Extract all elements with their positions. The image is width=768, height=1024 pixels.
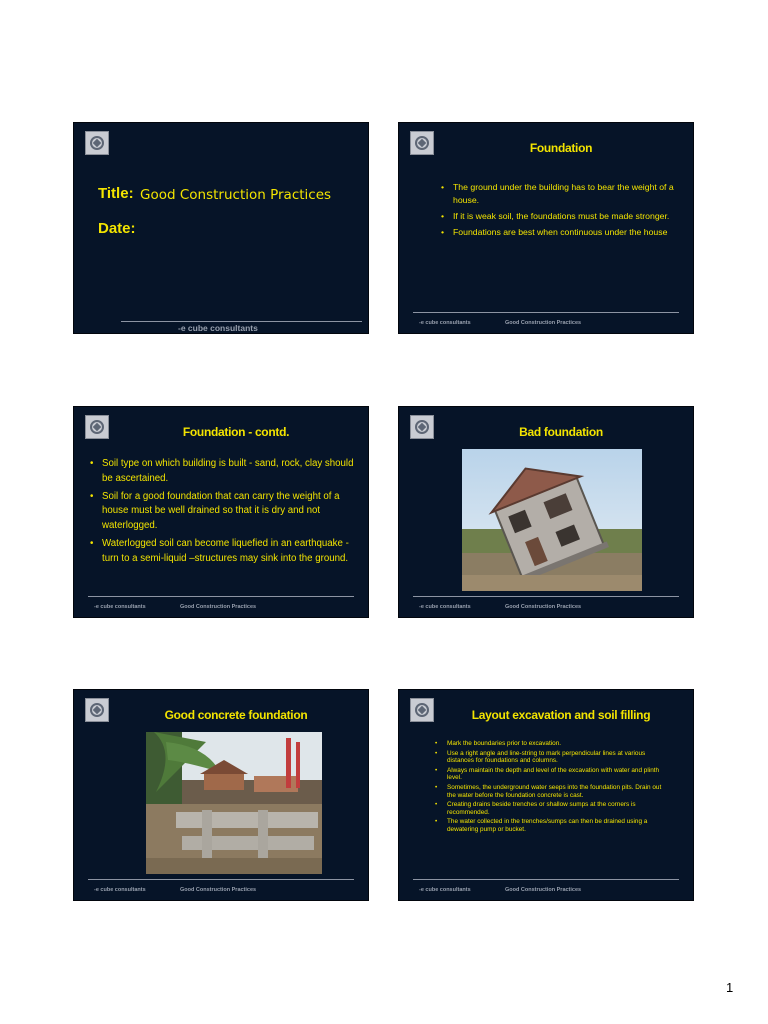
title-label: Title:: [98, 185, 134, 202]
ecube-logo-icon: [410, 415, 434, 439]
bullet-item: • Soil type on which building is built - sand, rock, clay should be ascertained.: [90, 457, 356, 487]
footer-course: Good Construction Practices: [505, 887, 582, 893]
footer-line: [413, 596, 679, 597]
bullet-item: • Mark the boundaries prior to excavation.: [435, 740, 671, 748]
footer-line: [121, 321, 362, 322]
footer-line: [413, 312, 679, 313]
footer-company: -e cube consultants: [94, 887, 146, 893]
bullet-item: • Waterlogged soil can become liquefied in an earthquake - turn to a semi-liquid –structures may sink into the ground.: [90, 537, 356, 567]
slide-title: Foundation: [529, 141, 593, 155]
slide-title: Layout excavation and soil filling: [471, 708, 651, 722]
slide-2-foundation: [398, 122, 694, 334]
bullet-list: [441, 181, 679, 239]
ecube-logo-icon: [85, 415, 109, 439]
slide-5-good-concrete-foundation: [73, 689, 369, 901]
footer-course: Good Construction Practices: [505, 604, 582, 610]
footer-line: [88, 879, 354, 880]
footer-course: Good Construction Practices: [180, 604, 257, 610]
footer-company: -e cube consultants: [419, 887, 471, 893]
bullet-item: • Soil for a good foundation that can carry the weight of a house must be well drained so that it is dry and not waterlogged.: [90, 490, 356, 534]
bullet-item: • Sometimes, the underground water seeps into the foundation pits. Drain out the water before the foundation concrete is cast.: [435, 784, 671, 799]
footer-company: -e cube consultants: [419, 604, 471, 610]
collapsed-house-photo: [462, 449, 642, 591]
ecube-logo-icon: [85, 698, 109, 722]
footer-line: [413, 879, 679, 880]
bullet-item: • Use a right angle and line-string to mark perpendicular lines at various distances for foundations and columns.: [435, 750, 671, 765]
slide-4-bad-foundation: [398, 406, 694, 618]
title-value: Good Construction Practices: [140, 187, 332, 203]
bullet-item: • The ground under the building has to bear the weight of a house.: [441, 181, 679, 207]
footer-line: [88, 596, 354, 597]
footer-company: -e cube consultants: [419, 320, 471, 326]
bullet-item: • The water collected in the trenches/sumps can then be drained using a dewatering pump or bucket.: [435, 818, 671, 833]
ecube-logo-icon: [410, 698, 434, 722]
footer-company: -e cube consultants: [94, 604, 146, 610]
footer-course: Good Construction Practices: [180, 887, 257, 893]
ecube-logo-icon: [410, 131, 434, 155]
footer-course: Good Construction Practices: [505, 320, 582, 326]
bullet-item: • Creating drains beside trenches or shallow sumps at the corners is recommended.: [435, 801, 671, 816]
date-label: Date:: [98, 220, 136, 237]
slide-title: Good concrete foundation: [164, 708, 308, 722]
ecube-logo-icon: [85, 131, 109, 155]
slide-3-foundation-contd: [73, 406, 369, 618]
page-number: 1: [726, 980, 734, 995]
bullet-item: • Foundations are best when continuous under the house: [441, 226, 679, 239]
slide-title: Foundation - contd.: [182, 425, 290, 439]
footer-company: -e cube consultants: [178, 323, 258, 333]
bullet-list: [90, 457, 356, 567]
slide-title: Bad foundation: [519, 425, 603, 439]
bullet-item: • Always maintain the depth and level of the excavation with water and plinth level.: [435, 767, 671, 782]
bullet-item: • If it is weak soil, the foundations must be made stronger.: [441, 210, 679, 223]
bullet-list: [435, 740, 671, 834]
concrete-foundation-photo: [146, 732, 322, 874]
slide-1-title: [73, 122, 369, 334]
slide-6-layout-excavation: [398, 689, 694, 901]
